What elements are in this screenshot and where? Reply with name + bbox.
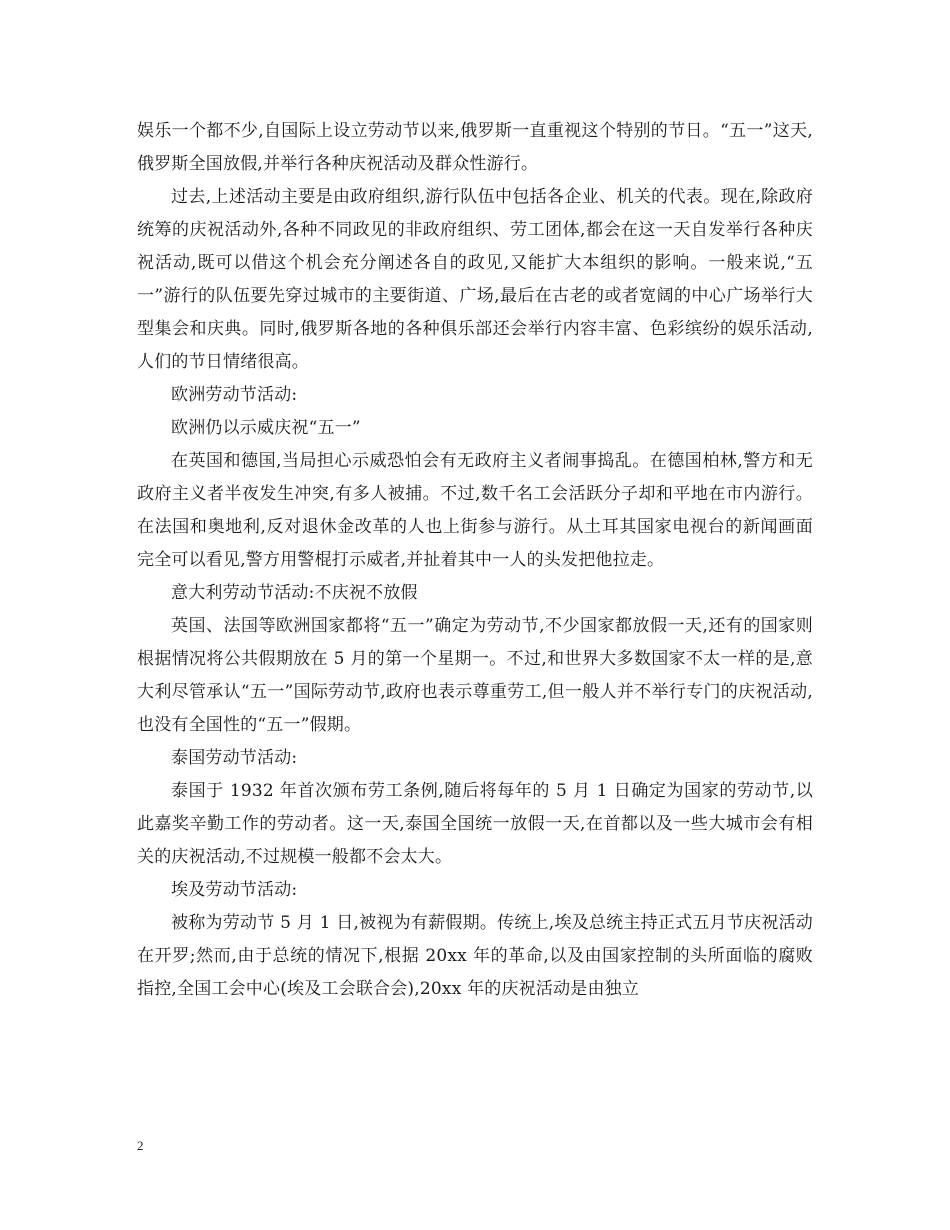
paragraph: 过去,上述活动主要是由政府组织,游行队伍中包括各企业、机关的代表。现在,除政府统筹的庆祝活动外,各种不同政见的非政府组织、劳工团体,都会在这一天自发举行各种庆祝活动,既可以借这个机会充分阐述各自的政见,又能扩大本组织的影响。一般来说,“五一”游行的队伍要先穿过城市的主要街道、广场,最后在古老的或者宽阔的中心广场举行大型集会和庆典。同时,俄罗斯各地的各种俱乐部还会举行内容丰富、色彩缤纷的娱乐活动,人们的节日情绪很高。 [137,187,813,372]
section-heading: 泰国劳动节活动: [171,748,298,768]
section-heading: 埃及劳动节活动: [171,880,298,900]
paragraph: 被称为劳动节 5 月 1 日,被视为有薪假期。传统上,埃及总统主持正式五月节庆祝活动在开罗;然而,由于总统的情况下,根据 20xx 年的革命,以及由国家控制的头所面临的腐败指控,全国工会中心(埃及工会联合会),20xx 年的庆祝活动是由独立 [137,913,813,999]
page-number: 2 [137,1138,144,1153]
section-heading: 意大利劳动节活动:不庆祝不放假 [171,583,418,603]
paragraph: 娱乐一个都不少,自国际上设立劳动节以来,俄罗斯一直重视这个特别的节日。“五一”这天,俄罗斯全国放假,并举行各种庆祝活动及群众性游行。 [137,121,813,174]
paragraph: 在英国和德国,当局担心示威恐怕会有无政府主义者闹事捣乱。在德国柏林,警方和无政府主义者半夜发生冲突,有多人被捕。不过,数千名工会活跃分子却和平地在市内游行。在法国和奥地利,反对退休金改革的人也上街参与游行。从土耳其国家电视台的新闻画面完全可以看见,警方用警棍打示威者,并扯着其中一人的头发把他拉走。 [137,451,813,570]
paragraph: 泰国于 1932 年首次颁布劳工条例,随后将每年的 5 月 1 日确定为国家的劳动节,以此嘉奖辛勤工作的劳动者。这一天,泰国全国统一放假一天,在首都以及一些大城市会有相关的庆祝活动,不过规模一般都不会太大。 [137,781,813,867]
paragraph: 英国、法国等欧洲国家都将“五一”确定为劳动节,不少国家都放假一天,还有的国家则根据情况将公共假期放在 5 月的第一个星期一。不过,和世界大多数国家不太一样的是,意大利尽管承认“五一”国际劳动节,政府也表示尊重劳工,但一般人并不举行专门的庆祝活动,也没有全国性的“五一”假期。 [137,616,813,735]
section-heading: 欧洲劳动节活动: [171,385,298,405]
document-body [137,115,813,1006]
section-subheading: 欧洲仍以示威庆祝“五一” [171,418,361,438]
